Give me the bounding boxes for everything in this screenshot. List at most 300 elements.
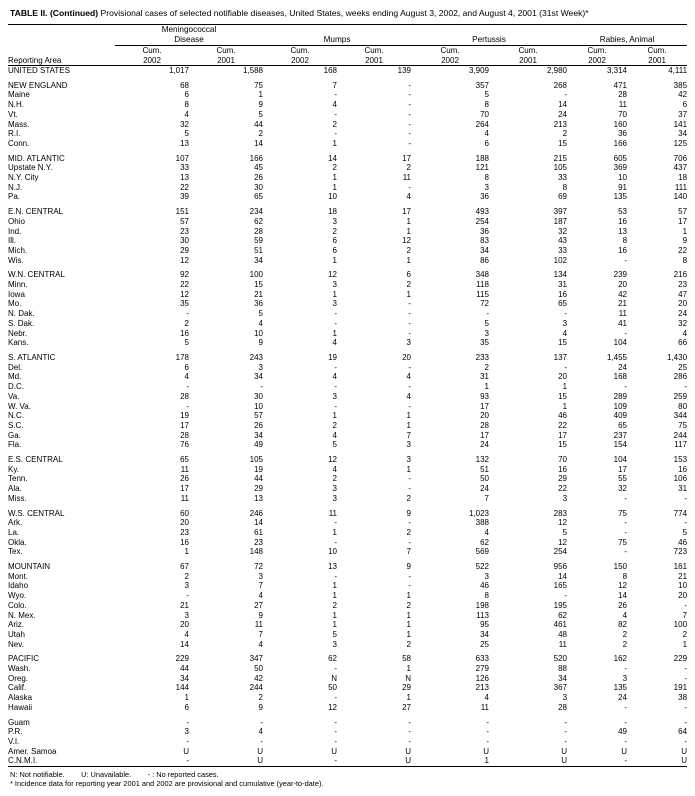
- row-cell: 1: [406, 664, 411, 674]
- row-cell: 2: [406, 280, 411, 290]
- row-cell: 1: [406, 693, 411, 703]
- row-cell: 160: [613, 119, 628, 129]
- table-row: [8, 139, 687, 149]
- row-cell: 4: [332, 464, 337, 474]
- row-cell: 153: [673, 455, 688, 465]
- col-header-line2: 2002: [291, 55, 309, 65]
- row-area-label: Okla.: [8, 537, 27, 547]
- row-cell: -: [564, 717, 568, 727]
- table-row: [8, 562, 687, 572]
- table-row: [8, 718, 687, 728]
- row-cell: 118: [476, 280, 489, 290]
- row-area-label: Tenn.: [8, 474, 28, 484]
- row-cell: 10: [254, 328, 263, 338]
- row-cell: 38: [678, 693, 688, 703]
- row-cell: 10: [618, 173, 628, 183]
- row-cell: -: [186, 309, 189, 319]
- page-title-bold: TABLE II. (Continued): [10, 8, 99, 18]
- row-area-label: Nev.: [8, 639, 24, 649]
- row-cell: 234: [249, 207, 263, 217]
- row-cell: 104: [613, 338, 628, 348]
- row-cell: 5: [184, 129, 189, 139]
- row-cell: 14: [328, 153, 337, 163]
- row-cell: 1: [332, 182, 337, 192]
- row-cell: 16: [180, 328, 189, 338]
- row-cell: -: [186, 737, 189, 746]
- row-cell: 3: [484, 571, 489, 581]
- row-cell: 27: [402, 702, 411, 712]
- table-row: [8, 693, 687, 703]
- footnote-legend: N: Not notifiable. U: Unavailable. - : No reported cases.: [10, 770, 219, 780]
- row-cell: 2: [406, 600, 411, 610]
- row-cell: 27: [254, 600, 263, 610]
- row-cell: 3: [622, 673, 628, 683]
- table-row: [8, 81, 687, 91]
- table-row: [8, 402, 687, 412]
- row-cell: 2: [622, 629, 628, 639]
- row-cell: 1: [406, 226, 411, 236]
- row-cell: 100: [249, 270, 263, 280]
- row-cell: 4: [184, 372, 189, 382]
- table-row: [8, 363, 687, 373]
- row-cell: -: [684, 664, 688, 674]
- row-cell: 2: [406, 639, 411, 649]
- table-row: [8, 372, 687, 382]
- row-cell: -: [408, 727, 411, 737]
- row-area-label: E.S. CENTRAL: [8, 455, 63, 465]
- row-cell: U: [621, 746, 628, 756]
- row-cell: 83: [480, 236, 489, 246]
- row-cell: 17: [480, 430, 489, 440]
- row-cell: 9: [258, 610, 263, 620]
- table-row: [8, 329, 687, 339]
- table-row: [8, 756, 687, 766]
- row-cell: 7: [406, 547, 411, 557]
- row-cell: 14: [254, 518, 263, 528]
- row-cell: 36: [618, 129, 628, 139]
- row-cell: 3: [406, 440, 411, 450]
- table-row: [8, 528, 687, 538]
- row-cell: 723: [673, 547, 688, 557]
- row-cell: -: [624, 737, 628, 746]
- row-area-label: Idaho: [8, 581, 29, 591]
- row-cell: 148: [249, 547, 263, 557]
- row-cell: 115: [476, 289, 489, 299]
- row-cell: 2: [406, 527, 411, 537]
- row-cell: 493: [475, 207, 489, 217]
- row-area-label: V.I.: [8, 737, 20, 746]
- row-cell: 62: [254, 216, 263, 226]
- row-cell: 23: [254, 537, 263, 547]
- row-area-label: MID. ATLANTIC: [8, 153, 65, 163]
- row-cell: 5: [258, 309, 263, 319]
- row-cell: 139: [337, 66, 411, 76]
- row-cell: 46: [558, 411, 568, 421]
- row-cell: 168: [613, 372, 628, 382]
- row-cell: 11: [618, 309, 628, 319]
- row-cell: 229: [673, 654, 688, 664]
- row-cell: 3: [484, 182, 489, 192]
- row-cell: 1: [406, 411, 411, 421]
- table-header: [8, 25, 687, 66]
- row-cell: 33: [558, 245, 568, 255]
- row-cell: 31: [480, 372, 489, 382]
- row-cell: 22: [180, 182, 189, 192]
- group-header-rabies-animal: [567, 25, 687, 46]
- row-cell: -: [684, 518, 688, 528]
- row-cell: 18: [328, 207, 337, 217]
- row-cell: -: [260, 717, 263, 727]
- row-cell: 1: [332, 173, 337, 183]
- row-cell: -: [564, 362, 568, 372]
- row-cell: 25: [678, 362, 688, 372]
- group-header-line2: Disease: [174, 35, 204, 44]
- col-header-line1: Cum.: [587, 46, 607, 55]
- row-cell: 24: [558, 109, 568, 119]
- row-cell: 16: [558, 464, 568, 474]
- row-cell: 7: [258, 581, 263, 591]
- row-cell: 34: [254, 372, 263, 382]
- row-area-label: S.C.: [8, 420, 24, 430]
- row-cell: 37: [678, 109, 688, 119]
- row-cell: 283: [553, 508, 568, 518]
- row-cell: -: [334, 309, 337, 319]
- row-cell: 161: [673, 562, 688, 572]
- row-cell: 3: [332, 484, 337, 494]
- row-cell: N: [405, 673, 411, 683]
- row-cell: 1: [258, 90, 263, 100]
- table-row: [8, 727, 687, 737]
- row-cell: 461: [553, 620, 568, 630]
- row-cell: 8: [622, 236, 628, 246]
- row-cell: 126: [475, 673, 489, 683]
- row-cell: 4: [184, 629, 189, 639]
- row-cell: 268: [553, 80, 568, 90]
- row-cell: -: [186, 382, 189, 392]
- row-cell: -: [334, 129, 337, 139]
- table-row: [8, 591, 687, 601]
- row-cell: -: [260, 382, 263, 392]
- row-cell: 141: [673, 119, 688, 129]
- row-cell: 14: [180, 639, 189, 649]
- row-cell: 1: [332, 581, 337, 591]
- row-cell: 7: [406, 430, 411, 440]
- row-cell: 8: [682, 255, 688, 265]
- row-cell: 32: [558, 226, 568, 236]
- row-cell: 2: [562, 129, 568, 139]
- row-cell: 20: [180, 518, 189, 528]
- row-cell: -: [408, 100, 411, 110]
- row-cell: 17: [558, 430, 568, 440]
- row-cell: 57: [678, 207, 688, 217]
- row-cell: 55: [618, 474, 628, 484]
- row-cell: 4: [332, 430, 337, 440]
- row-cell: 12: [328, 702, 337, 712]
- row-cell: 1,017: [115, 66, 189, 76]
- row-cell: 5: [682, 527, 688, 537]
- row-cell: -: [334, 382, 337, 392]
- footnotes: [8, 770, 687, 789]
- row-cell: 65: [558, 299, 568, 309]
- row-cell: 44: [254, 474, 263, 484]
- row-cell: 45: [254, 163, 263, 173]
- row-area-label: Hawaii: [8, 702, 33, 712]
- row-area-label: S. ATLANTIC: [8, 352, 56, 362]
- row-cell: 956: [553, 562, 568, 572]
- col-header-mumps-2002: [263, 46, 337, 66]
- row-cell: 93: [480, 391, 489, 401]
- row-cell: 30: [254, 391, 263, 401]
- row-cell: 5: [184, 338, 189, 348]
- row-cell: 3: [258, 571, 263, 581]
- table-row: [8, 163, 687, 173]
- col-header-line1: Cum.: [216, 46, 236, 55]
- row-cell: 16: [678, 464, 688, 474]
- row-cell: 92: [180, 270, 189, 280]
- row-area-label: D.C.: [8, 382, 24, 392]
- table-row: [8, 353, 687, 363]
- row-cell: 8: [184, 100, 189, 110]
- row-area-label: Amer. Samoa: [8, 746, 57, 756]
- row-cell: 11: [180, 464, 189, 474]
- row-cell: -: [334, 518, 337, 528]
- row-cell: 1: [484, 382, 489, 392]
- row-cell: 22: [558, 484, 568, 494]
- row-cell: 10: [328, 547, 337, 557]
- col-header-line2: 2002: [143, 55, 161, 65]
- row-cell: 26: [180, 474, 189, 484]
- row-cell: 168: [263, 66, 337, 76]
- table-row: [8, 518, 687, 528]
- row-cell: 30: [180, 236, 189, 246]
- row-cell: 72: [480, 299, 489, 309]
- row-cell: 11: [328, 508, 337, 518]
- row-cell: -: [408, 484, 411, 494]
- row-cell: -: [408, 309, 411, 319]
- col-header-line2: 2001: [365, 55, 383, 65]
- row-cell: -: [408, 537, 411, 547]
- col-header-line1: Cum.: [440, 46, 460, 55]
- row-cell: 24: [480, 440, 489, 450]
- row-cell: -: [624, 547, 628, 557]
- row-cell: 60: [180, 508, 189, 518]
- group-header-meningococcal: [115, 25, 263, 46]
- row-cell: 8: [622, 571, 628, 581]
- row-cell: -: [486, 309, 489, 319]
- row-cell: 2: [258, 693, 263, 703]
- row-cell: -: [408, 362, 411, 372]
- row-cell: 605: [613, 153, 628, 163]
- row-cell: 135: [613, 192, 628, 202]
- row-cell: 107: [175, 153, 189, 163]
- row-cell: 5: [484, 318, 489, 328]
- row-cell: 13: [254, 493, 263, 503]
- row-cell: 106: [673, 474, 688, 484]
- row-cell: 64: [678, 727, 688, 737]
- row-cell: 237: [613, 430, 628, 440]
- row-cell: 246: [249, 508, 263, 518]
- row-cell: 14: [558, 571, 568, 581]
- table-row: [8, 382, 687, 392]
- row-cell: 9: [258, 702, 263, 712]
- row-cell: 18: [678, 173, 688, 183]
- row-cell: 11: [254, 620, 263, 630]
- row-cell: 20: [180, 620, 189, 630]
- table-row: [8, 280, 687, 290]
- row-cell: 367: [553, 683, 568, 693]
- row-cell: 62: [558, 610, 568, 620]
- row-cell: 46: [678, 537, 688, 547]
- row-cell: -: [334, 401, 337, 411]
- row-cell: -: [408, 129, 411, 139]
- row-cell: 36: [254, 299, 263, 309]
- col-header-rabies-2002: [567, 46, 627, 66]
- table-row: [8, 192, 687, 202]
- row-cell: 4: [332, 338, 337, 348]
- row-cell: 7: [332, 80, 337, 90]
- row-cell: 51: [254, 245, 263, 255]
- row-cell: 4: [682, 328, 688, 338]
- row-cell: 29: [180, 245, 189, 255]
- row-cell: 3: [562, 318, 568, 328]
- row-cell: 3: [406, 455, 411, 465]
- row-cell: 30: [254, 182, 263, 192]
- row-cell: 12: [558, 537, 568, 547]
- row-area-label: Md.: [8, 372, 22, 382]
- row-cell: 1,023: [468, 508, 489, 518]
- row-cell: 105: [249, 455, 263, 465]
- table-row: [8, 120, 687, 130]
- row-area-label: Tex.: [8, 547, 23, 557]
- row-cell: 109: [613, 401, 628, 411]
- row-cell: 213: [553, 119, 568, 129]
- table-row: [8, 654, 687, 664]
- row-cell: U: [561, 756, 568, 766]
- table-row: [8, 747, 687, 757]
- table-row: [8, 664, 687, 674]
- table-row: [8, 183, 687, 193]
- row-cell: 9: [258, 100, 263, 110]
- row-cell: 68: [180, 80, 189, 90]
- row-cell: 48: [558, 629, 568, 639]
- row-cell: 23: [180, 226, 189, 236]
- row-cell: 6: [406, 270, 411, 280]
- row-cell: 4: [484, 527, 489, 537]
- row-cell: 3,909: [411, 66, 489, 76]
- row-cell: 34: [480, 245, 489, 255]
- row-area-label: UNITED STATES: [8, 66, 115, 76]
- row-cell: 20: [480, 411, 489, 421]
- row-cell: 2: [682, 629, 688, 639]
- col-header-mumps-2001: [337, 46, 411, 66]
- row-cell: 191: [673, 683, 688, 693]
- row-cell: 289: [613, 391, 628, 401]
- table-row: [8, 620, 687, 630]
- row-cell: 150: [613, 562, 628, 572]
- row-cell: 347: [249, 654, 263, 664]
- row-cell: -: [408, 474, 411, 484]
- row-cell: 19: [180, 411, 189, 421]
- row-cell: 409: [613, 411, 628, 421]
- row-cell: N: [331, 673, 337, 683]
- row-cell: 22: [558, 420, 568, 430]
- row-cell: -: [334, 693, 337, 703]
- row-cell: 12: [558, 518, 568, 528]
- row-cell: -: [334, 109, 337, 119]
- row-cell: 522: [475, 562, 489, 572]
- row-cell: 28: [254, 226, 263, 236]
- row-cell: -: [408, 571, 411, 581]
- table-row: [8, 421, 687, 431]
- col-header-line1: Cum.: [647, 46, 667, 55]
- col-header-rabies-2001: [627, 46, 687, 66]
- row-cell: 8: [484, 591, 489, 601]
- row-area-label: Kans.: [8, 338, 29, 348]
- row-area-label: N.Y. City: [8, 173, 39, 183]
- row-area-label: PACIFIC: [8, 654, 39, 664]
- row-cell: 42: [618, 289, 628, 299]
- row-cell: 239: [613, 270, 628, 280]
- row-cell: 19: [328, 352, 337, 362]
- row-area-label: Mich.: [8, 245, 28, 255]
- table-row: [8, 509, 687, 519]
- row-cell: 135: [613, 683, 628, 693]
- row-cell: 1: [184, 547, 189, 557]
- row-cell: U: [405, 756, 411, 766]
- row-cell: 2: [406, 163, 411, 173]
- row-cell: 19: [254, 464, 263, 474]
- row-cell: 34: [180, 673, 189, 683]
- row-area-label: N.J.: [8, 182, 23, 192]
- col-header-line2: 2001: [519, 55, 537, 65]
- row-cell: -: [624, 756, 628, 766]
- row-cell: 11: [402, 173, 411, 183]
- row-cell: 254: [475, 216, 489, 226]
- group-header-pertussis: [411, 25, 567, 46]
- row-cell: 49: [618, 727, 628, 737]
- table-row: [8, 309, 687, 319]
- footnote-asterisk: * Incidence data for reporting year 2001 and 2002 are provisional and cumulative (year-to-date).: [10, 779, 324, 789]
- row-cell: 12: [402, 236, 411, 246]
- row-cell: -: [408, 518, 411, 528]
- row-cell: 134: [553, 270, 568, 280]
- reporting-area-header: Reporting Area: [8, 56, 62, 65]
- row-cell: 4: [622, 610, 628, 620]
- row-cell: 33: [180, 163, 189, 173]
- table-row: [8, 411, 687, 421]
- row-cell: -: [408, 182, 411, 192]
- row-cell: 5: [332, 440, 337, 450]
- row-cell: 65: [254, 192, 263, 202]
- row-area-label: Del.: [8, 362, 23, 372]
- row-cell: -: [684, 600, 688, 610]
- row-cell: -: [624, 493, 628, 503]
- page-title: [10, 8, 685, 19]
- row-cell: -: [486, 737, 489, 746]
- row-cell: 144: [175, 683, 189, 693]
- row-cell: 8: [484, 173, 489, 183]
- group-header-line1: Mumps: [323, 35, 351, 44]
- row-area-label: Colo.: [8, 600, 27, 610]
- row-cell: 2: [332, 600, 337, 610]
- row-cell: 4: [184, 109, 189, 119]
- row-cell: 67: [180, 562, 189, 572]
- row-cell: 75: [254, 80, 263, 90]
- row-cell: 5: [562, 527, 568, 537]
- row-cell: 21: [254, 289, 263, 299]
- row-area-label: Fla.: [8, 440, 22, 450]
- row-cell: 1: [332, 289, 337, 299]
